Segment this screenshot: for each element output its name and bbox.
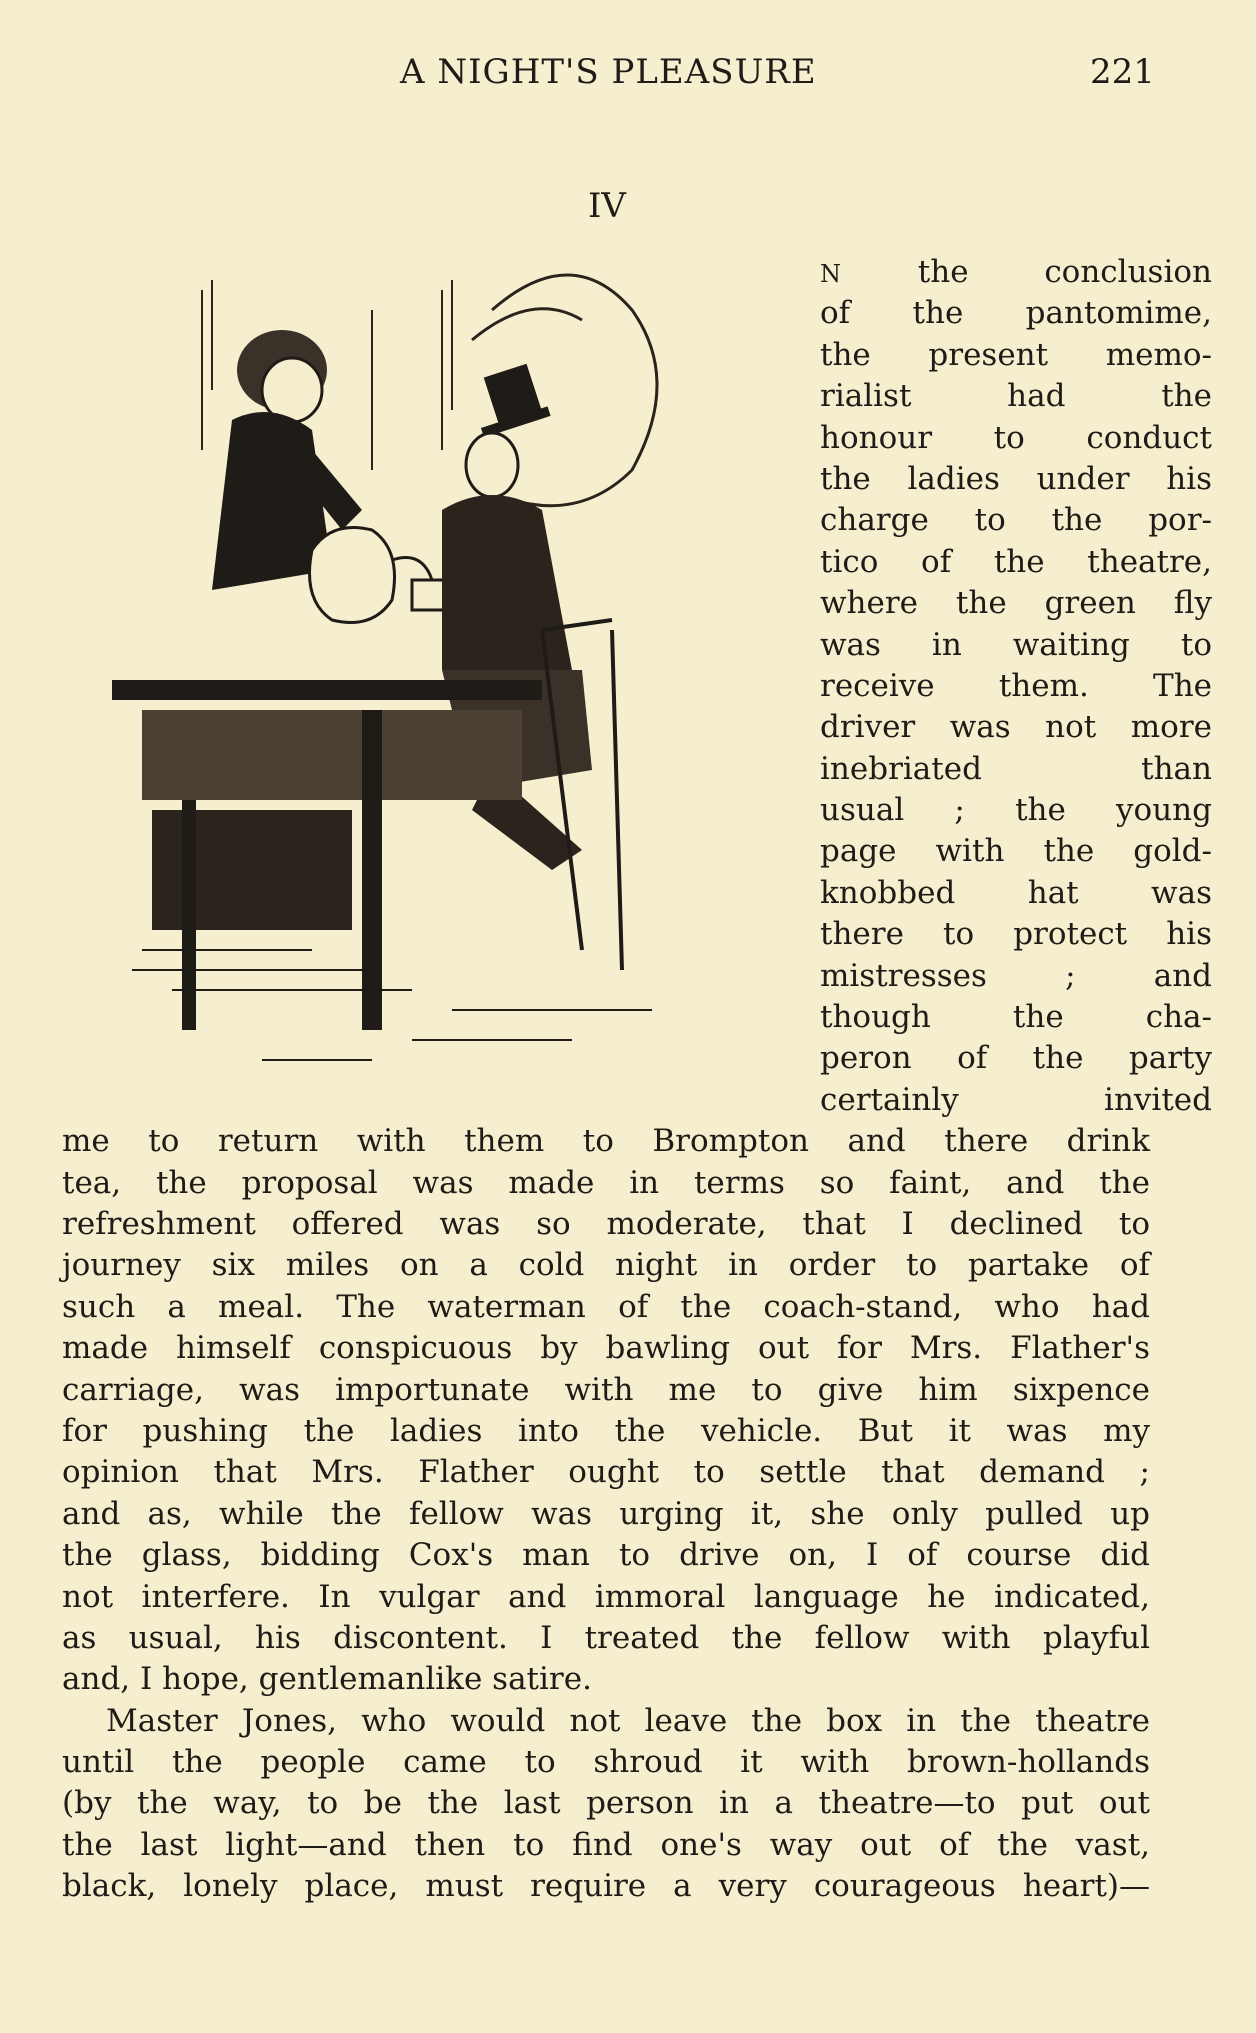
chapter-number: IV [588, 186, 626, 226]
text-line: carriage, was importunate with me to give him sixpence [62, 1371, 1150, 1408]
text-line: tea, the proposal was made in terms so faint, and the [62, 1164, 1150, 1201]
running-title: A NIGHT'S PLEASURE [400, 52, 817, 92]
text-line: was in waiting to [820, 626, 1212, 663]
text-line: knobbed hat was [820, 874, 1212, 911]
text-line: where the green fly [820, 585, 1212, 622]
text-line: black, lonely place, must require a very courageous heart)— [62, 1868, 1150, 1905]
text-line: receive them. The [820, 667, 1212, 704]
text-line: refreshment offered was so moderate, that I declined to [62, 1205, 1150, 1242]
text-line: N the conclusion [820, 254, 1213, 290]
text-line: and as, while the fellow was urging it, she only pulled up [62, 1495, 1150, 1532]
text-line: until the people came to shroud it with brown-hollands [62, 1744, 1150, 1781]
text-line: the ladies under his [820, 460, 1212, 497]
text-line: of the pantomime, [820, 295, 1212, 332]
text-line: opinion that Mrs. Flather ought to settle that demand ; [62, 1454, 1150, 1491]
text-line: driver was not more [820, 709, 1212, 746]
text-line: (by the way, to be the last person in a theatre—to put out [62, 1785, 1150, 1822]
text-line: journey six miles on a cold night in order to partake of [62, 1247, 1150, 1284]
text-line: tico of the theatre, [820, 543, 1212, 580]
body-text [62, 252, 1213, 1908]
text-line: honour to conduct [820, 419, 1212, 456]
text-line: though the cha- [820, 999, 1212, 1036]
page-number: 221 [1090, 52, 1155, 92]
text-line: Master Jones, who would not leave the box in the theatre [106, 1702, 1150, 1739]
text-line: and, I hope, gentlemanlike satire. [62, 1661, 592, 1698]
text-line: made himself conspicuous by bawling out for Mrs. Flather's [62, 1330, 1150, 1367]
text-line: certainly invited [820, 1081, 1212, 1118]
text-line: such a meal. The waterman of the coach-stand, who had [62, 1288, 1150, 1325]
text-line: not interfere. In vulgar and immoral language he indicated, [62, 1578, 1150, 1615]
text-line: inebriated than [820, 750, 1212, 787]
drop-cap: N [820, 260, 842, 288]
text-line: page with the gold- [820, 833, 1212, 870]
text-line: peron of the party [820, 1040, 1212, 1077]
text-line: me to return with them to Brompton and there drink [62, 1123, 1150, 1160]
running-head [0, 52, 1256, 96]
text-line: for pushing the ladies into the vehicle. But it was my [62, 1412, 1150, 1449]
text-line: mistresses ; and [820, 957, 1212, 994]
text-line: usual ; the young [820, 792, 1212, 829]
text-line: the present memo- [820, 336, 1212, 373]
text-line: rialist had the [820, 378, 1212, 415]
text-line: charge to the por- [820, 502, 1212, 539]
text-line: the glass, bidding Cox's man to drive on, I of course did [62, 1537, 1150, 1574]
text-line: as usual, his discontent. I treated the fellow with playful [62, 1619, 1150, 1656]
text-line: there to protect his [820, 916, 1212, 953]
text-line: the last light—and then to find one's way out of the vast, [62, 1826, 1150, 1863]
